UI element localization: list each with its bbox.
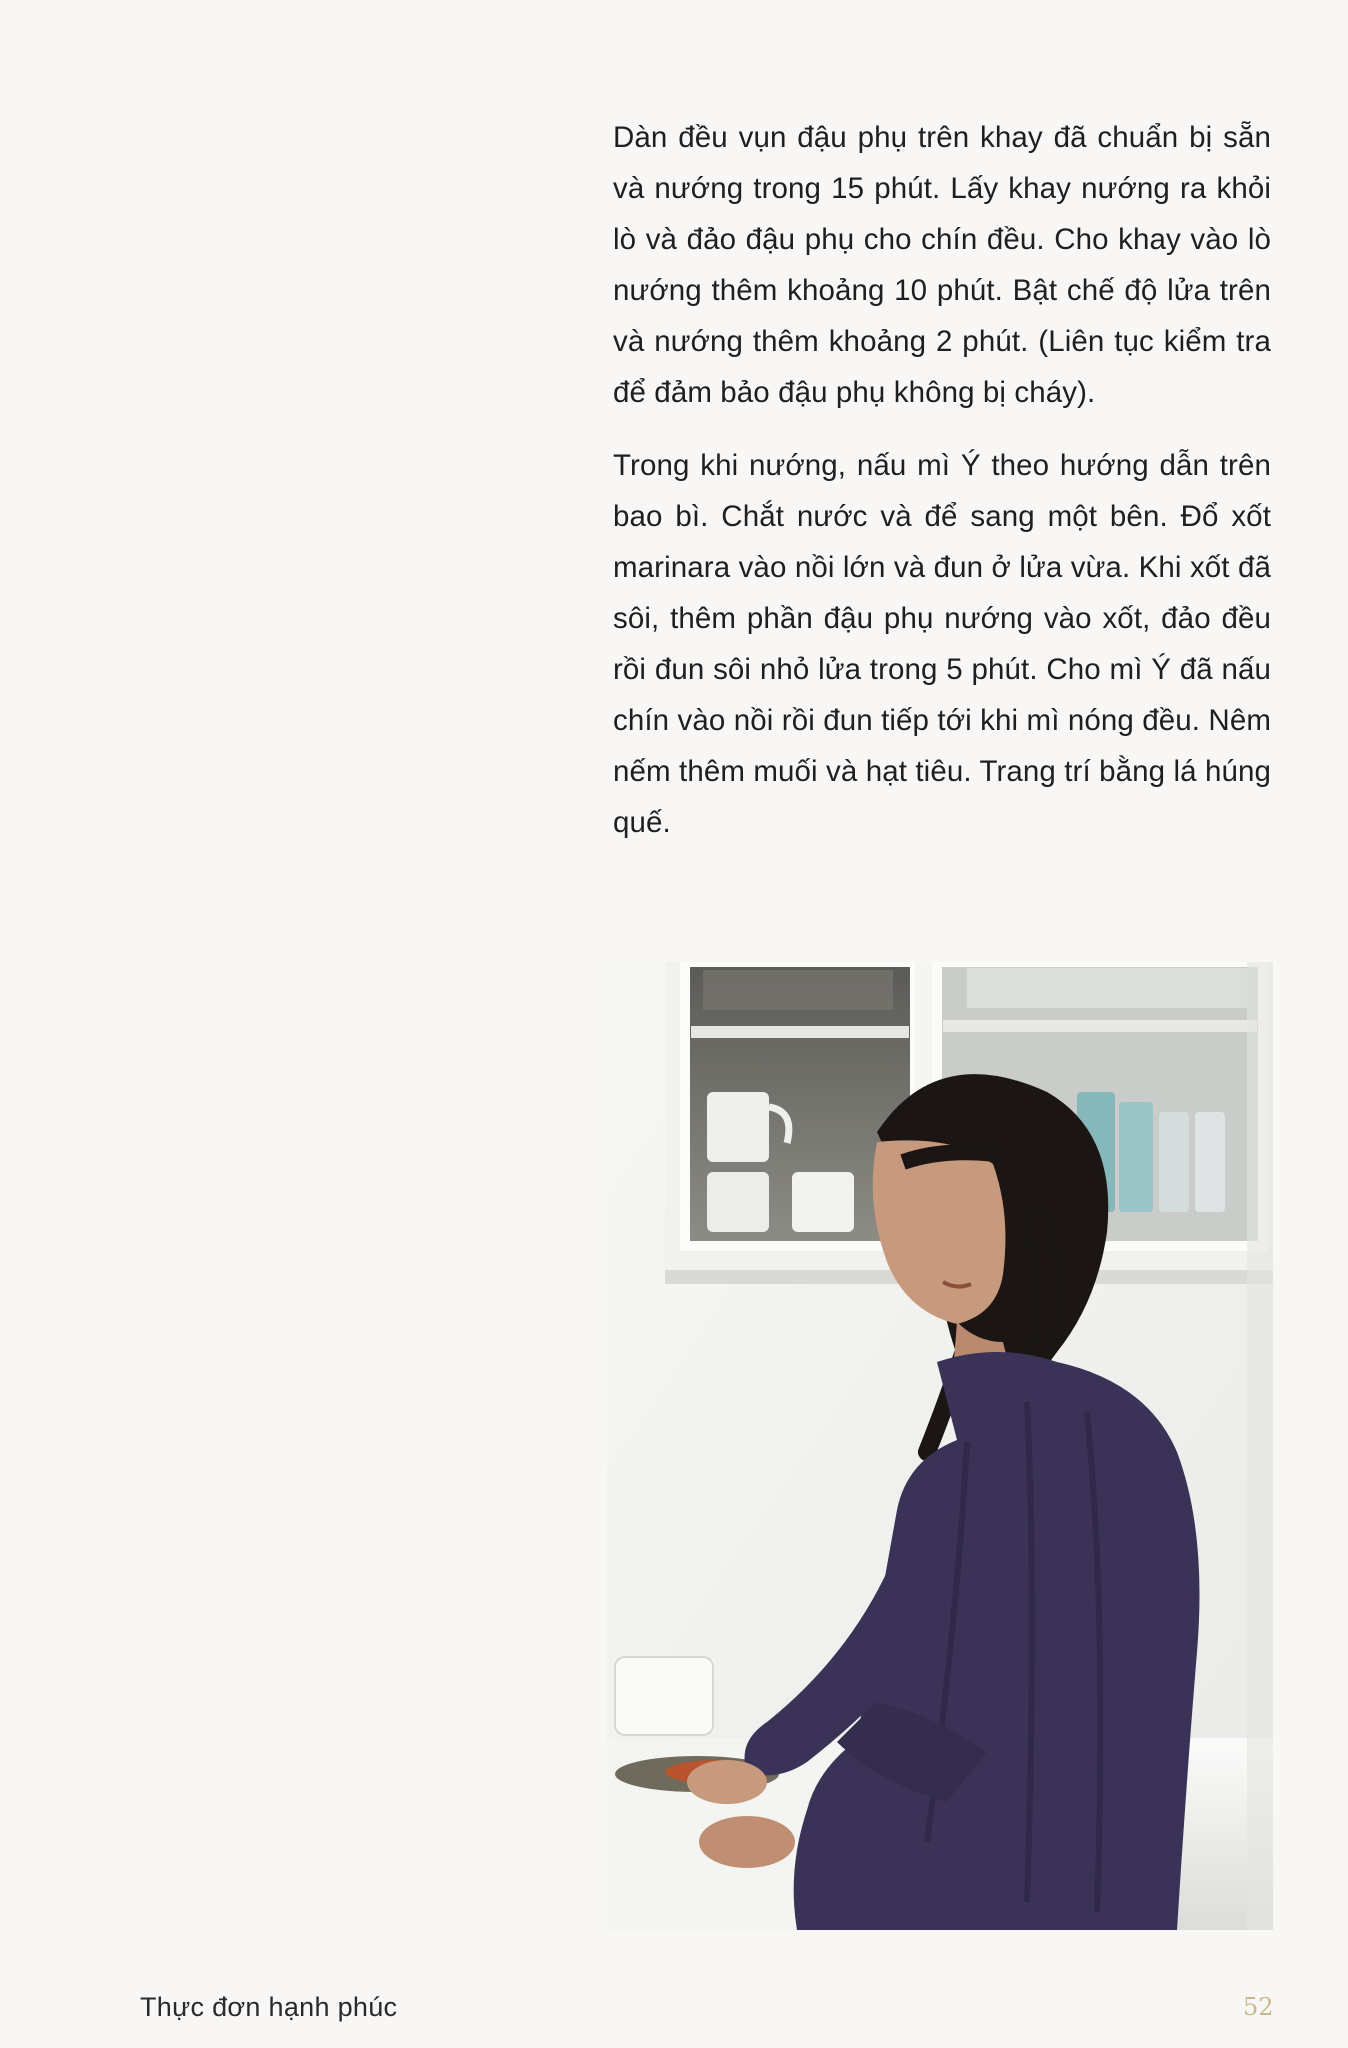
hand <box>687 1760 767 1804</box>
kitchen-photo <box>607 962 1273 1930</box>
cup <box>707 1092 769 1162</box>
cup <box>792 1172 854 1232</box>
glass <box>1119 1102 1153 1212</box>
glass <box>1195 1112 1225 1212</box>
paragraph-baking-tofu: Dàn đều vụn đậu phụ trên khay đã chuẩn bị sẵn và nướng trong 15 phút. Lấy khay nướng ra khỏi lò và đảo đậu phụ cho chín đều. Cho khay vào lò nướng thêm khoảng 10 phút. Bật chế độ lửa trên và nướng thêm khoảng 2 phút. (Liên tục kiểm tra để đảm bảo đậu phụ không bị cháy). <box>613 121 1271 409</box>
page-number: 52 <box>1243 1993 1274 2021</box>
recipe-text <box>613 112 1271 870</box>
white-bowl <box>615 1657 713 1735</box>
book-title: Thực đơn hạnh phúc <box>140 1992 398 2022</box>
hand <box>699 1816 795 1868</box>
glass <box>1159 1112 1189 1212</box>
cup <box>707 1172 769 1232</box>
woman-cooking-illustration <box>607 962 1273 1930</box>
paragraph-cooking-pasta: Trong khi nướng, nấu mì Ý theo hướng dẫn trên bao bì. Chắt nước và để sang một bên. Đổ xốt marinara vào nồi lớn và đun ở lửa vừa. Khi xốt đã sôi, thêm phần đậu phụ nướng vào xốt, đảo đều rồi đun sôi nhỏ lửa trong 5 phút. Cho mì Ý đã nấu chín vào nồi rồi đun tiếp tới khi mì nóng đều. Nêm nếm thêm muối và hạt tiêu. Trang trí bằng lá húng quế. <box>613 449 1271 839</box>
